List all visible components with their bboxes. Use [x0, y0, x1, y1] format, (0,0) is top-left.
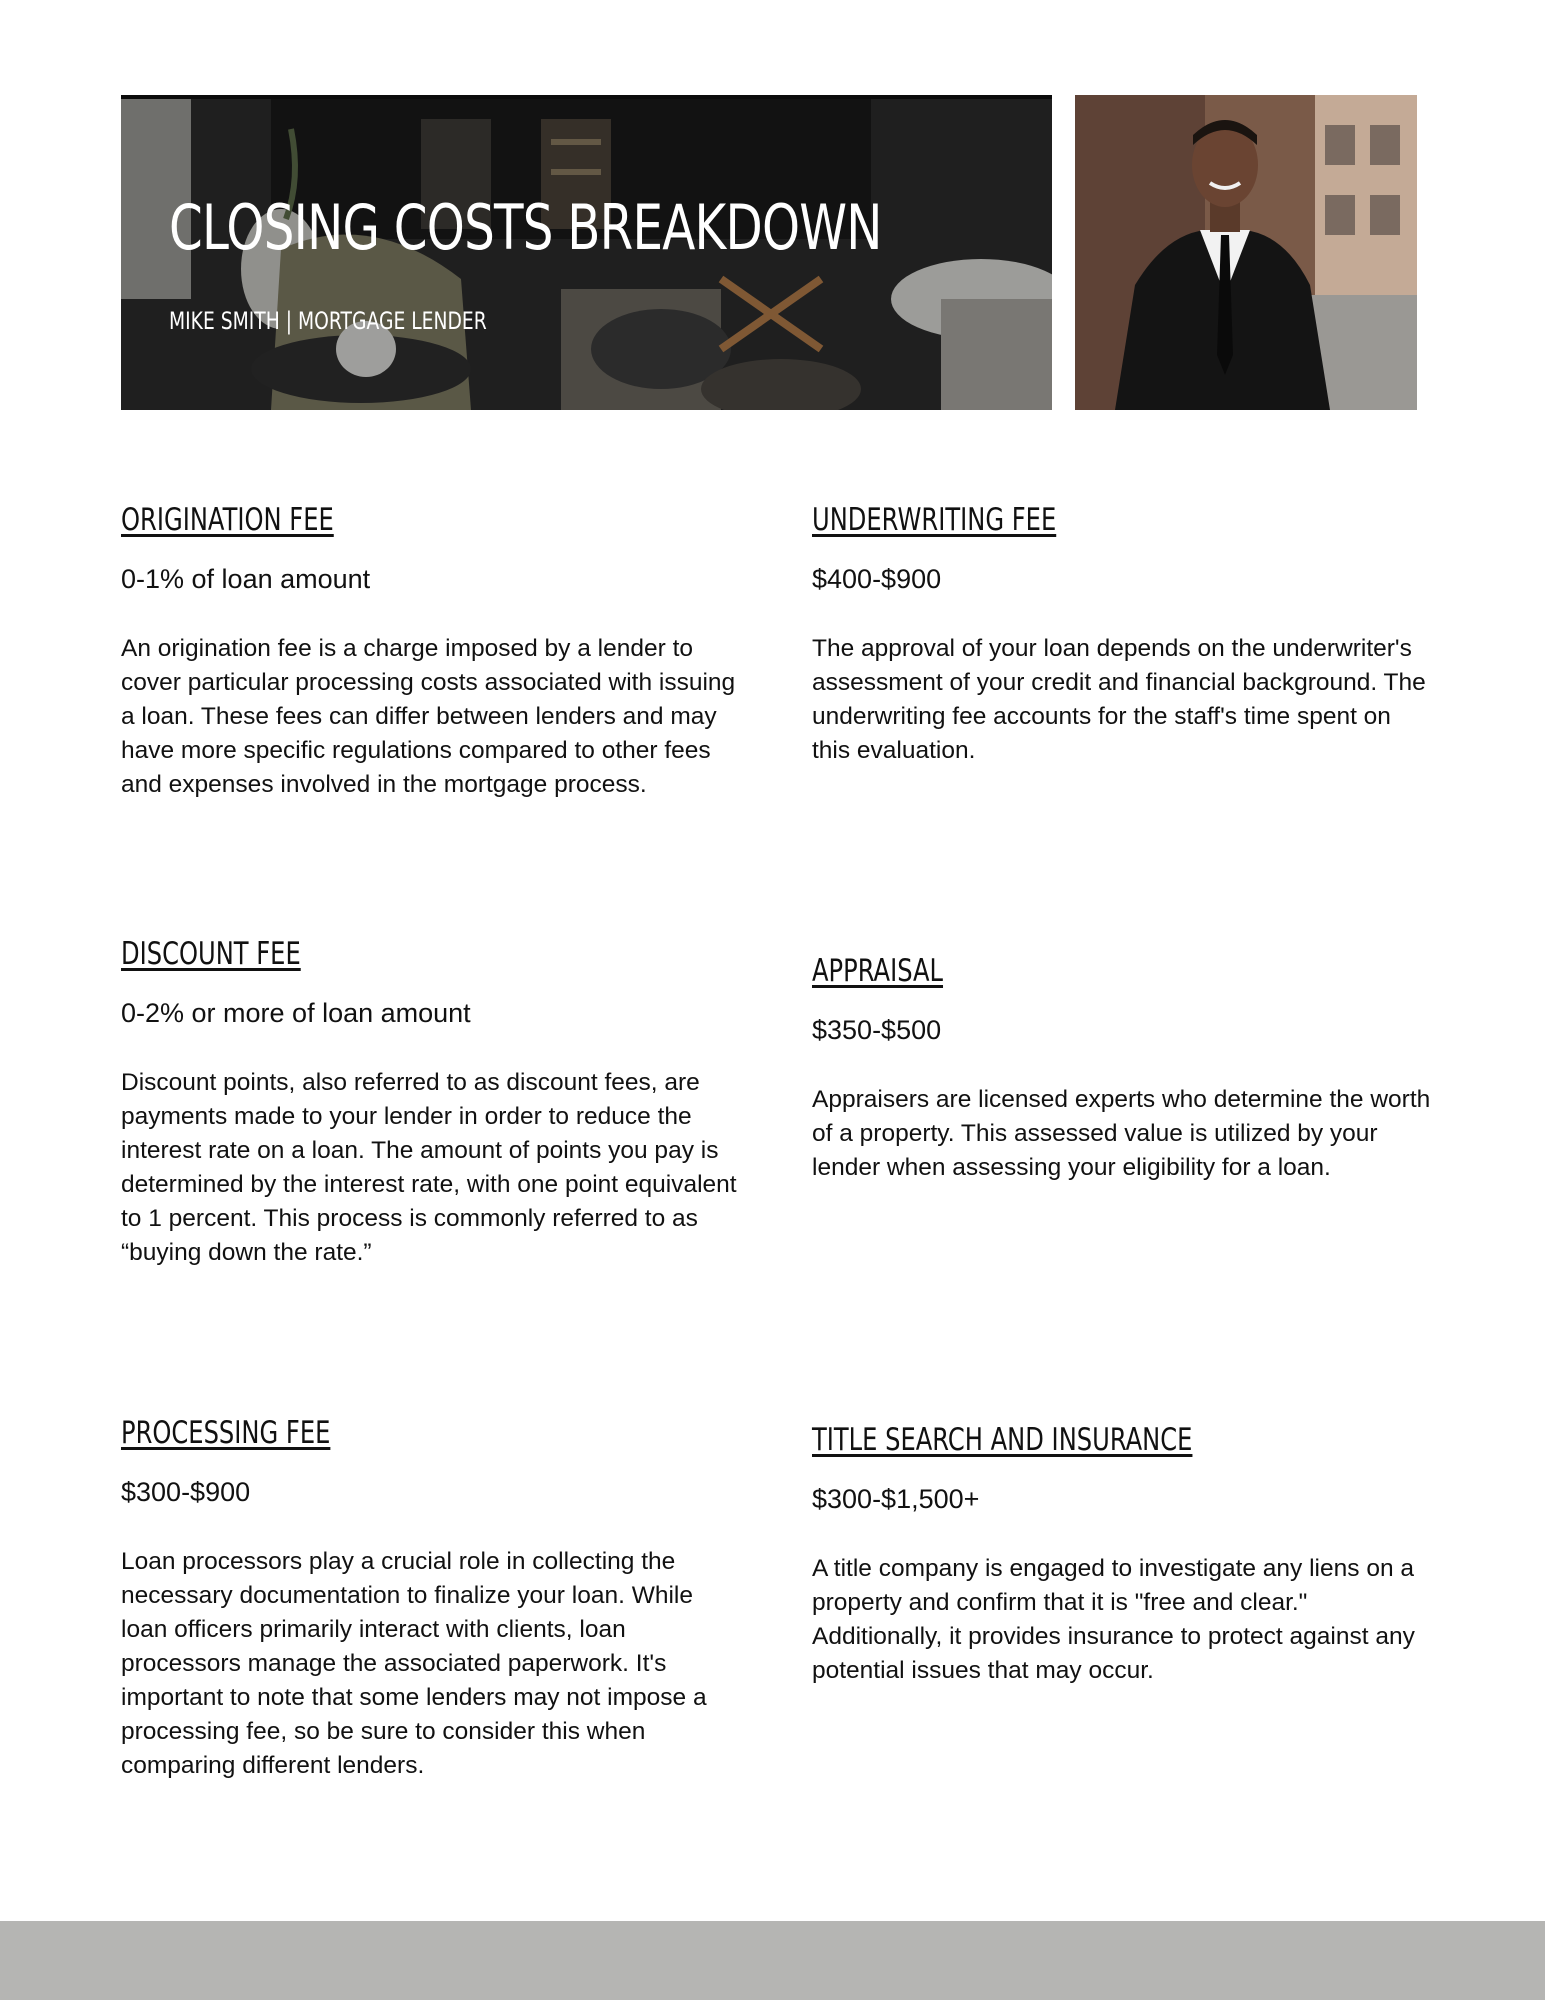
- fee-heading: PROCESSING FEE: [121, 1415, 331, 1451]
- fee-underwriting: [812, 500, 1432, 768]
- fee-heading: TITLE SEARCH AND INSURANCE: [812, 1422, 1193, 1458]
- fee-amount: 0-1% of loan amount: [121, 564, 371, 594]
- fee-amount: 0-2% or more of loan amount: [121, 998, 471, 1028]
- header-banner: [121, 95, 1052, 410]
- fee-amount: $400-$900: [812, 564, 942, 594]
- fee-title-search: [812, 1420, 1432, 1688]
- fee-description: Loan processors play a crucial role in collecting the necessary documentation to finalize your loan. While loan officers primarily interact with clients, loan processors manage the associated paperwork. It's important to note that some lenders may not impose a processing fee, so be sure to consider this when comparing different lenders.: [121, 1548, 707, 1779]
- fee-heading: UNDERWRITING FEE: [812, 502, 1057, 538]
- fee-description: Discount points, also referred to as discount fees, are payments made to your lender in order to reduce the interest rate on a loan. The amount of points you pay is determined by the interest rate, with one point equivalent to 1 percent. This process is commonly referred to as “buying down the rate.”: [121, 1069, 737, 1266]
- fee-description: An origination fee is a charge imposed by a lender to cover particular processing costs associated with issuing a loan. These fees can differ between lenders and may have more specific regulations compared to other fees and expenses involved in the mortgage process.: [121, 635, 736, 798]
- fee-amount: $350-$500: [812, 1015, 942, 1045]
- fee-description: The approval of your loan depends on the underwriter's assessment of your credit and financial background. The underwriting fee accounts for the staff's time spent on this evaluation.: [812, 635, 1426, 764]
- fee-appraisal: [812, 951, 1432, 1185]
- fee-discount: [121, 934, 741, 1270]
- page-title: CLOSING COSTS BREAKDOWN: [169, 191, 882, 264]
- fee-heading: DISCOUNT FEE: [121, 936, 301, 972]
- fee-heading: ORIGINATION FEE: [121, 502, 334, 538]
- fee-heading: APPRAISAL: [812, 953, 944, 989]
- fee-description: Appraisers are licensed experts who determine the worth of a property. This assessed value is utilized by your lender when assessing your eligibility for a loan.: [812, 1086, 1431, 1181]
- page-subtitle: MIKE SMITH | MORTGAGE LENDER: [169, 307, 487, 335]
- footer-bar: [0, 1921, 1545, 2000]
- fee-amount: $300-$900: [121, 1477, 251, 1507]
- fee-origination: [121, 500, 741, 802]
- lender-portrait: [1075, 95, 1417, 410]
- fee-amount: $300-$1,500+: [812, 1484, 980, 1514]
- portrait-photo: [1075, 95, 1417, 410]
- fee-processing: [121, 1413, 741, 1783]
- fee-description: A title company is engaged to investigate any liens on a property and confirm that it is "free and clear." Additionally, it provides insurance to protect against any potential issues that may occur.: [812, 1555, 1415, 1684]
